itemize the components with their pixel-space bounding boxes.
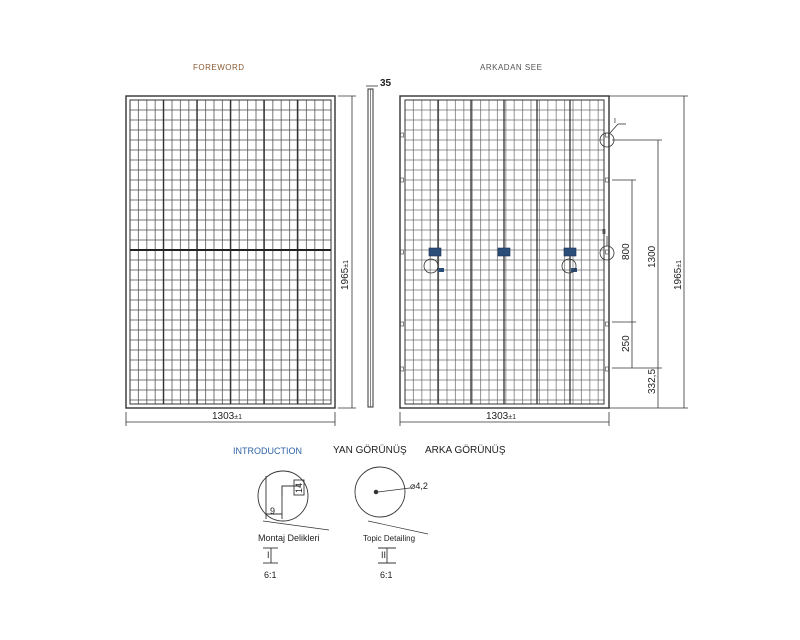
junction-box-center	[498, 248, 510, 256]
front-width-value: 1303±1	[212, 411, 242, 422]
dim-1300-value: 1300	[647, 245, 658, 268]
detail-II-diameter: ⌀4,2	[410, 481, 428, 491]
dim-332-5-value: 332,5	[647, 368, 658, 394]
side-view-label: YAN GÖRÜNÜŞ	[333, 445, 407, 456]
back-view-title: ARKADAN SEE	[480, 63, 543, 72]
detail-I-dim-9: 9	[270, 506, 276, 516]
dim-250-value: 250	[621, 335, 632, 352]
detail-II-roman: II	[381, 550, 387, 560]
connector-left	[438, 268, 444, 272]
front-panel	[126, 96, 335, 408]
side-view-frame	[366, 86, 378, 407]
detail-I-caption: Montaj Delikleri	[258, 533, 320, 543]
front-height-dimension	[338, 96, 356, 408]
front-view-title: FOREWORD	[193, 63, 245, 72]
back-view-label: ARKA GÖRÜNÜŞ	[425, 445, 506, 456]
marker-I: I	[614, 118, 616, 125]
side-thickness-value: 35	[380, 78, 392, 89]
detail-II-caption: Topic Detailing	[363, 534, 416, 543]
back-width-value: 1303±1	[486, 411, 516, 422]
back-height-value: 1965±1	[673, 260, 684, 290]
detail-I-dim-14: 14	[294, 482, 304, 493]
junction-box-right	[564, 248, 576, 256]
detail-II-scale: 6:1	[380, 570, 393, 580]
front-height-value: 1965±1	[340, 260, 351, 290]
introduction-label: INTRODUCTION	[233, 446, 302, 456]
junction-box-left	[429, 248, 441, 256]
detail-I-roman: I	[267, 550, 270, 560]
dim-800-value: 800	[621, 243, 632, 260]
detail-I-scale: 6:1	[264, 570, 277, 580]
marker-II: II	[602, 229, 606, 236]
